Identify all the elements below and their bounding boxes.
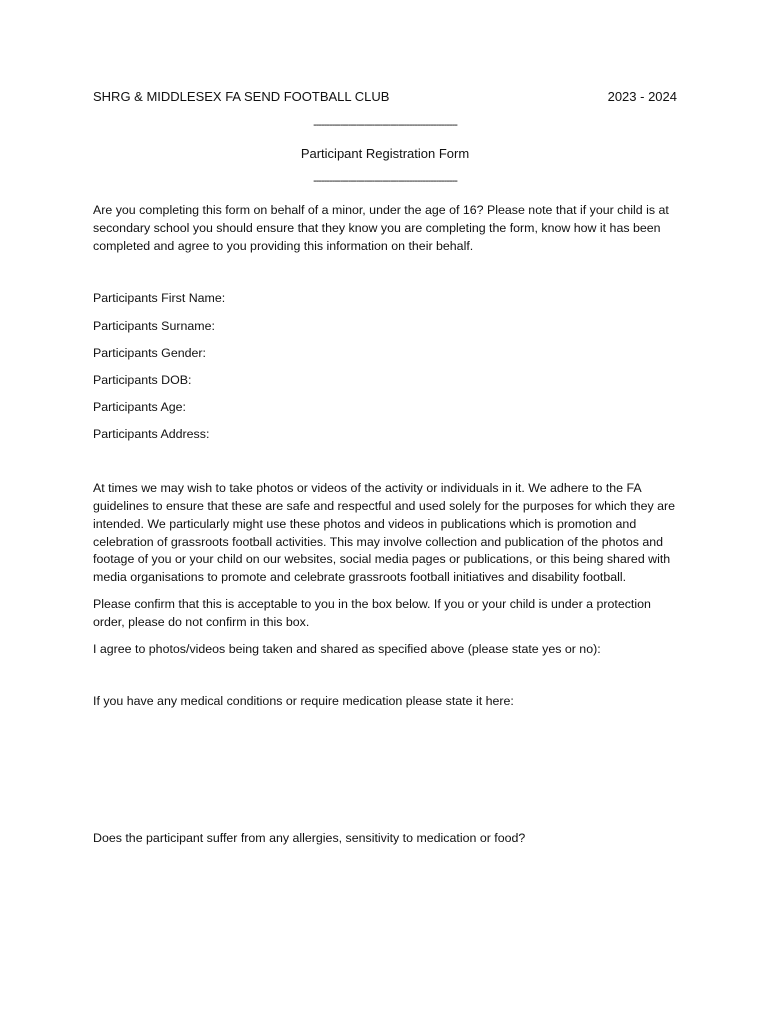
field-dob: Participants DOB: [93,372,192,387]
field-first-name: Participants First Name: [93,291,226,306]
intro-paragraph: Are you completing this form on behalf of a minor, under the age of 16? Please note that if your child is at secondary school you should ensure that they know you are completing the form, know how it has been completed and agree to you providing this information on their behalf. [93,203,669,253]
field-address: Participants Address: [93,427,210,442]
medical-conditions-question: If you have any medical conditions or require medication please state it here: [93,694,514,709]
divider-top: ------------------------------------------------------ [313,119,457,131]
form-content [93,88,677,848]
field-gender: Participants Gender: [93,345,206,360]
field-age: Participants Age: [93,400,186,415]
photo-consent-paragraph: At times we may wish to take photos or videos of the activity or individuals in it. We adhere to the FA guidelines to ensure that these are safe and respectful and used solely for the purposes for which they are intended. We particularly might use these photos and videos in publications which is promotion and celebration of grassroots football activities. This may involve collection and publication of the photos and footage of you or your child on our websites, social media pages or publications, or this being shared with media organisations to promote and celebrate grassroots football initiatives and disability football. [93,481,676,585]
club-name: SHRG & MIDDLESEX FA SEND FOOTBALL CLUB [93,89,390,104]
form-title: Participant Registration Form [300,146,470,161]
document-header [93,88,677,106]
allergies-question: Does the participant suffer from any allergies, sensitivity to medication or food? [93,831,526,846]
divider-bottom: ------------------------------------------------------ [313,175,457,187]
photo-agreement-question: I agree to photos/videos being taken and shared as specified above (please state yes or no): [93,641,601,656]
participant-fields [93,290,677,444]
field-surname: Participants Surname: [93,318,215,333]
confirm-paragraph: Please confirm that this is acceptable to you in the box below. If you or your child is under a protection order, please do not confirm in this box. [93,596,651,629]
season: 2023 - 2024 [607,89,677,104]
